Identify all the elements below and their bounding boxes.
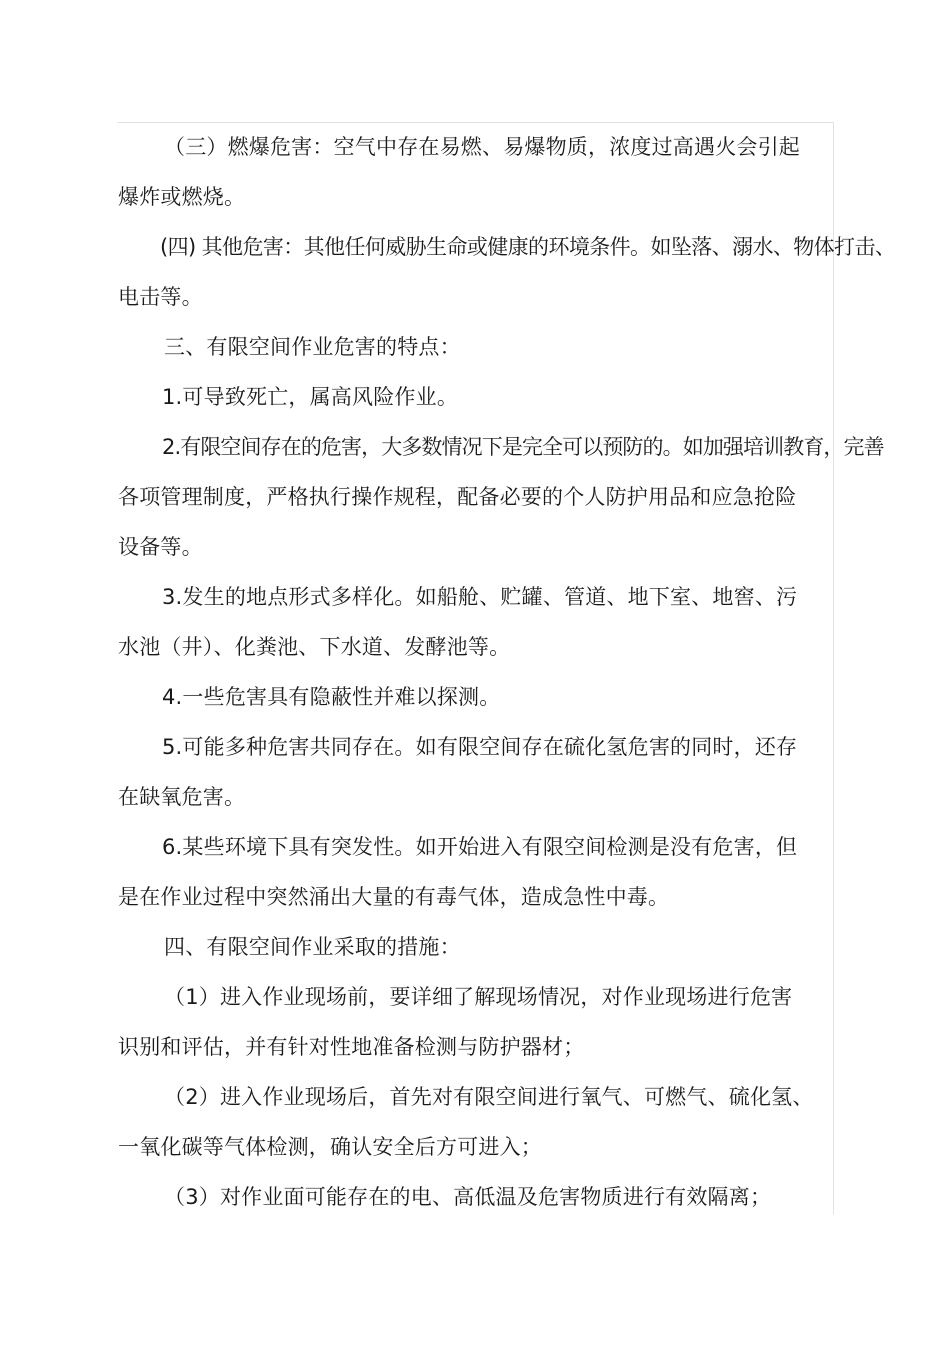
text-line: (四) 其他危害：其他任何威胁生命或健康的环境条件。如坠落、溺水、物体打击、 xyxy=(160,235,896,259)
text-line: 一氧化碳等气体检测，确认安全后方可进入； xyxy=(118,1135,542,1159)
text-line: 爆炸或燃烧。 xyxy=(118,185,246,209)
text-line: （2）进入作业现场后，首先对有限空间进行氧气、可燃气、硫化氢、 xyxy=(164,1085,814,1109)
text-line: 识别和评估，并有针对性地准备检测与防护器材； xyxy=(118,1035,585,1059)
text-line: （三）燃爆危害：空气中存在易燃、易爆物质，浓度过高遇火会引起 xyxy=(164,135,800,159)
text-line: 各项管理制度，严格执行操作规程，配备必要的个人防护用品和应急抢险 xyxy=(118,485,797,509)
text-line: 6.某些环境下具有突发性。如开始进入有限空间检测是没有危害，但 xyxy=(162,835,798,859)
text-line: 是在作业过程中突然涌出大量的有毒气体，造成急性中毒。 xyxy=(118,885,670,909)
page-border-top xyxy=(117,122,833,123)
section-heading: 四、有限空间作业采取的措施： xyxy=(164,935,461,959)
text-line: 在缺氧危害。 xyxy=(118,785,246,809)
text-line: 水池（井）、化粪池、下水道、发酵池等。 xyxy=(118,635,511,659)
text-line: 3.发生的地点形式多样化。如船舱、贮罐、管道、地下室、地窖、污 xyxy=(162,585,798,609)
text-line: （3）对作业面可能存在的电、高低温及危害物质进行有效隔离； xyxy=(164,1185,772,1209)
text-line: 电击等。 xyxy=(118,285,203,309)
text-line: 2.有限空间存在的危害，大多数情况下是完全可以预防的。如加强培训教育，完善 xyxy=(162,435,884,459)
page-border-right xyxy=(833,122,834,1214)
text-line: 5.可能多种危害共同存在。如有限空间存在硫化氢危害的同时，还存 xyxy=(162,735,798,759)
section-heading: 三、有限空间作业危害的特点： xyxy=(164,335,461,359)
text-line: 4.一些危害具有隐蔽性并难以探测。 xyxy=(162,685,501,709)
text-line: 1.可导致死亡，属高风险作业。 xyxy=(162,385,459,409)
text-line: （1）进入作业现场前，要详细了解现场情况，对作业现场进行危害 xyxy=(164,985,793,1009)
text-line: 设备等。 xyxy=(118,535,203,559)
